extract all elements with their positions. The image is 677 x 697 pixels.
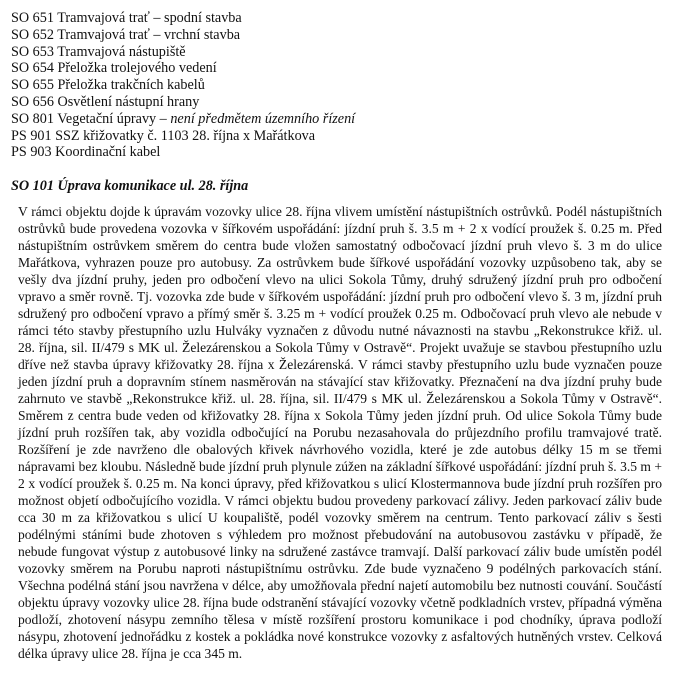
section-body-text: V rámci objektu dojde k úpravám vozovky ulice 28. října vlivem umístění nástupištních ostrůvků. Podél nástupištních ostrůvků bude provedena vozovka v šířkovém uspořádání: jízdní pruh š. 3.5 m + 2 x vodící proužek š. 0.25 m. Před nástupištním ostrůvkem směrem do centra bude vložen samostatný odbočovací jízdní pruh vlevo š. 3 m do ulice Mařátkova, vyhrazen pouze pro autobusy. Za ostrůvkem bude šířkové uspořádání vozovky uzpůsobeno tak, aby se vešly dva jízdní pruhy, jeden pro odbočení vlevo na ulici Sokola Tůmy, druhý sdružený jízdní pruh pro odbočení vpravo a směr rovně. Tj. vozovka zde bude v šířkovém uspořádání: jízdní pruh pro odbočení vlevo š. 3 m, jízdní pruh sdružený pro odbočení vpravo a přímý směr š. 3.25 m + vodící proužek 0.25 m. Odbočovací pruh vlevo ale nebude v rámci této stavby přestupního uzlu Hulváky vyznačen z důvodu nutné návaznosti na stavbu „Rekonstrukce křiž. ul. 28. října, sil. II/479 s MK ul. Železárenskou a Sokola Tůmy v Ostravě“. Projekt uvažuje se stavbou přestupního uzlu dříve než stavba úpravy křižovatky 28. října x Železárenská. V rámci stavby přestupního uzlu bude vyznačen pouze jeden jízdní pruh a dopravním stínem nasměrován na stávající stav křižovatky. Přeznačení na dva jízdní pruhy bude zahrnuto ve stavbě „Rekonstrukce křiž. ul. 28. října, sil. II/479 s MK ul. Železárenskou a Sokola Tůmy v Ostravě“. Směrem z centra bude veden od křižovatky 28. října x Sokola Tůmy jeden jízdní pruh. Od ulice Sokola Tůmy bude jízdní pruh rozšířen tak, aby vozidla odbočující na Porubu nezasahovala do průjezdního profilu tramvajové tratě. Rozšíření je zde navrženo dle obalových křivek návrhového vozidla, které je zde autobus délky 15 m se třemi nápravami bez kloubu. Následně bude jízdní pruh plynule zúžen na základní šířkové uspořádání: jízdní pruh š. 3.5 m + 2 x vodící proužek š. 0.25 m. Na konci úpravy, před křižovatkou s ulicí Klostermannova bude jízdní pruh rozšířen pro možnost objetí odbočujícího vozidla. V rámci objektu budou provedeny parkovací zálivy. Jeden parkovací záliv bude cca 30 m za křižovatkou s ulicí U koupaliště, podél vozovky směrem na centrum. Tento parkovací záliv s šesti podélnými stáními bude zhotoven s výhledem pro možnost přebudování na autobusovou zastávku v případě, že nebude fungovat výstup z autobusové linky na sdružené zastávce tramvají. Další parkovací záliv bude umístěn podél vozovky směrem na Porubu naproti nástupištnímu ostrůvku. Zde bude vyznačeno 9 podélných parkovacích stání. Všechna podélná stání jsou navržena v délce, aby umožňovala přední najetí automobilu bez nutnosti couvání. Součástí objektu úpravy vozovky ulice 28. října bude odstranění stávající vozovky včetně podkladních vrstev, případná výměna podloží, zhotovení násypu zemního tělesa v místě rozšíření prostoru komunikace i pod chodníky, úprava podloží násypu, zhotovení jednořádku z kostek a pokládka nové konstrukce vozovky z asfaltových hutněných vrstev. Celková délka úpravy ulice 28. října je cca 345 m. xyxy=(18,204,662,662)
object-title: SO 656 Osvětlení nástupní hrany xyxy=(11,93,200,110)
object-note: není předmětem územního řízení xyxy=(170,110,356,127)
list-item xyxy=(11,44,355,61)
object-title: SO 652 Tramvajová trať – vrchní stavba xyxy=(11,26,241,43)
object-title: PS 903 Koordinační kabel xyxy=(11,144,161,161)
object-title: SO 653 Tramvajová nástupiště xyxy=(11,43,186,60)
list-item xyxy=(11,128,355,145)
list-item xyxy=(11,144,355,161)
object-title: SO 655 Přeložka trakčních kabelů xyxy=(11,77,205,94)
object-list xyxy=(11,10,355,161)
list-item xyxy=(11,60,355,77)
object-title: SO 654 Přeložka trolejového vedení xyxy=(11,60,217,77)
object-title: PS 901 SSZ křižovatky č. 1103 28. října x Mařátkova xyxy=(11,127,316,144)
object-title: SO 801 Vegetační úpravy – xyxy=(11,110,171,127)
object-title: SO 651 Tramvajová trať – spodní stavba xyxy=(11,10,242,26)
list-item xyxy=(11,27,355,44)
list-item xyxy=(11,77,355,94)
list-item xyxy=(11,10,355,27)
list-item xyxy=(11,111,355,128)
section-heading: SO 101 Úprava komunikace ul. 28. října xyxy=(11,178,249,194)
list-item xyxy=(11,94,355,111)
